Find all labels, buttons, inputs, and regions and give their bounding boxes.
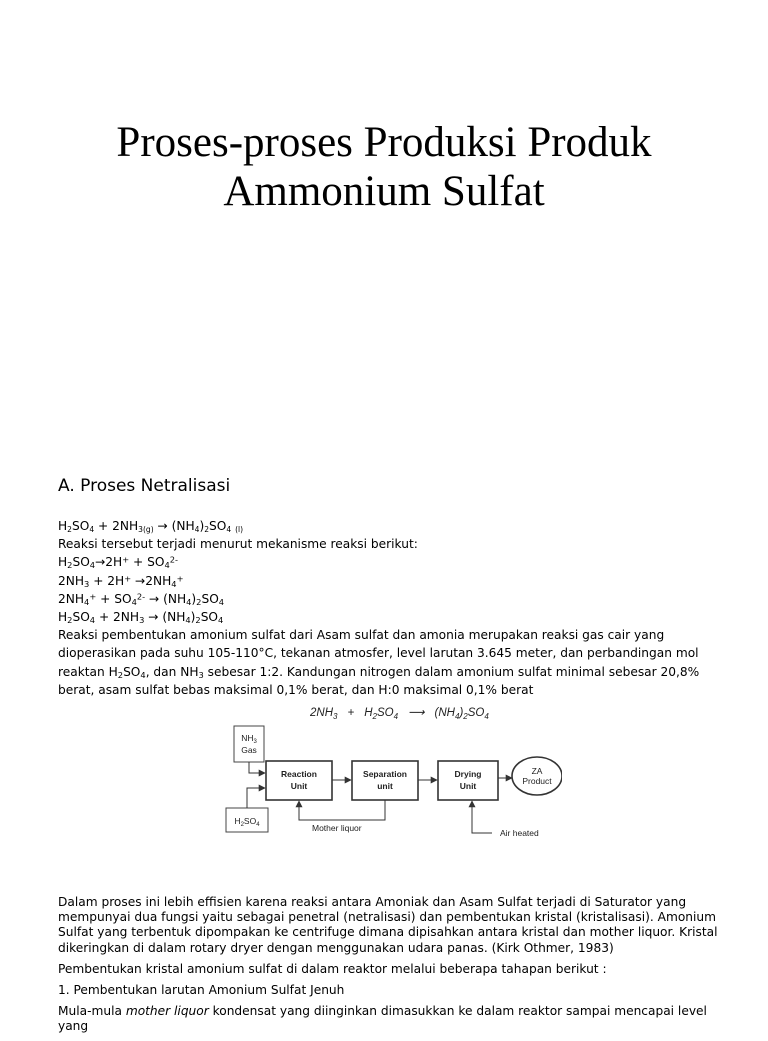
mother-liquor-recycle-line	[299, 800, 385, 820]
nh3-gas-label: Gas	[241, 745, 257, 755]
equation-step-2: $2NH_3 + 2H^+ \to 2NH_4^+$	[58, 572, 184, 589]
air-heated-label: Air heated	[500, 828, 539, 838]
paragraph-saturator: Dalam proses ini lebih effisien karena reaksi antara Amoniak dan Asam Sulfat terjadi di Saturator yang mempunyai dua fungsi yaitu sebagai penetral (netralisasi) dan pembentukan kristal (kristalisasi). Amonium Sulfat yang terbentuk dipompakan ke centrifuge dimana dipisahkan antara kristal dan mother liquor. Kristal dikeringkan di dalam rotary dryer dengan menggunakan udara panas. (Kirk Othmer, 1983)	[58, 895, 718, 955]
nh3-feed-line	[249, 762, 265, 773]
paragraph-mother-liquor: Mula-mula mother liquor kondensat yang diinginkan dimasukkan ke dalam reaktor sampai mencapai level yang	[58, 1004, 707, 1034]
drying-unit-line1: Drying	[454, 769, 482, 779]
process-flow-diagram	[222, 700, 562, 845]
separation-unit-line1: Separation	[363, 769, 407, 779]
reaction-block	[58, 517, 718, 699]
h2so4-feed-line	[247, 788, 265, 808]
paragraph-conditions: Reaksi pembentukan amonium sulfat dari Asam sulfat dan amonia merupakan reaksi gas cair yang dioperasikan pada suhu 105-110°C, tekanan atmosfer, level larutan 3.645 meter, dan perbandingan mol reaktan $H_2SO_4$, dan $NH_3$ sebesar 1:2. Kandungan nitrogen dalam amonium sulfat minimal sebesar 20,8% berat, asam sulfat bebas maksimal 0,1% berat, dan H:0 maksimal 0,1% berat	[58, 628, 700, 697]
product-line1: ZA	[531, 766, 543, 776]
reaction-unit-line2: Unit	[290, 781, 308, 791]
product-line2: Product	[522, 776, 552, 786]
svg-text:H2SO4: $H_2SO_4$	[234, 816, 260, 828]
lower-text-block	[58, 895, 718, 1041]
svg-text:NH3: $NH_3$	[241, 733, 257, 745]
section-heading: A. Proses Netralisasi	[58, 476, 231, 496]
step-1-heading: 1. Pembentukan larutan Amonium Sulfat Jenuh	[58, 983, 345, 998]
drying-unit-line2: Unit	[459, 781, 477, 791]
equation-step-3: $2NH_4^+ + SO_4^{2-} \to (NH_4)_2SO_4$	[58, 591, 225, 607]
title-line-2: Ammonium Sulfat	[223, 168, 545, 215]
page-title	[0, 118, 768, 216]
nh3-gas-box	[234, 726, 264, 762]
equation-step-4: $H_2SO_4 + 2NH_3 \to (NH_4)_2SO_4$	[58, 610, 224, 626]
equation-step-1: $H_2SO_4\to 2H^+ + SO_4^{2-}$	[58, 554, 179, 571]
title-line-1: Proses-proses Produksi Produk	[116, 119, 652, 166]
mother-liquor-label: Mother liquor	[312, 823, 362, 833]
diagram-equation: $2NH_3 + H_2SO_4$ ⟶ $(NH_4)_2SO_4$	[310, 707, 489, 721]
reaction-unit-line1: Reaction	[281, 769, 317, 779]
air-heated-line	[472, 801, 492, 833]
separation-unit-line2: unit	[377, 781, 393, 791]
reaction-intro: Reaksi tersebut terjadi menurut mekanisme reaksi berikut:	[58, 537, 418, 552]
equation-main: $H_2SO_4 + 2NH_{3(g)} \to (NH_4)_2SO_4$ $_{(l)}$	[58, 519, 244, 534]
paragraph-stages-intro: Pembentukan kristal amonium sulfat di dalam reaktor melalui beberapa tahapan berikut :	[58, 961, 607, 976]
